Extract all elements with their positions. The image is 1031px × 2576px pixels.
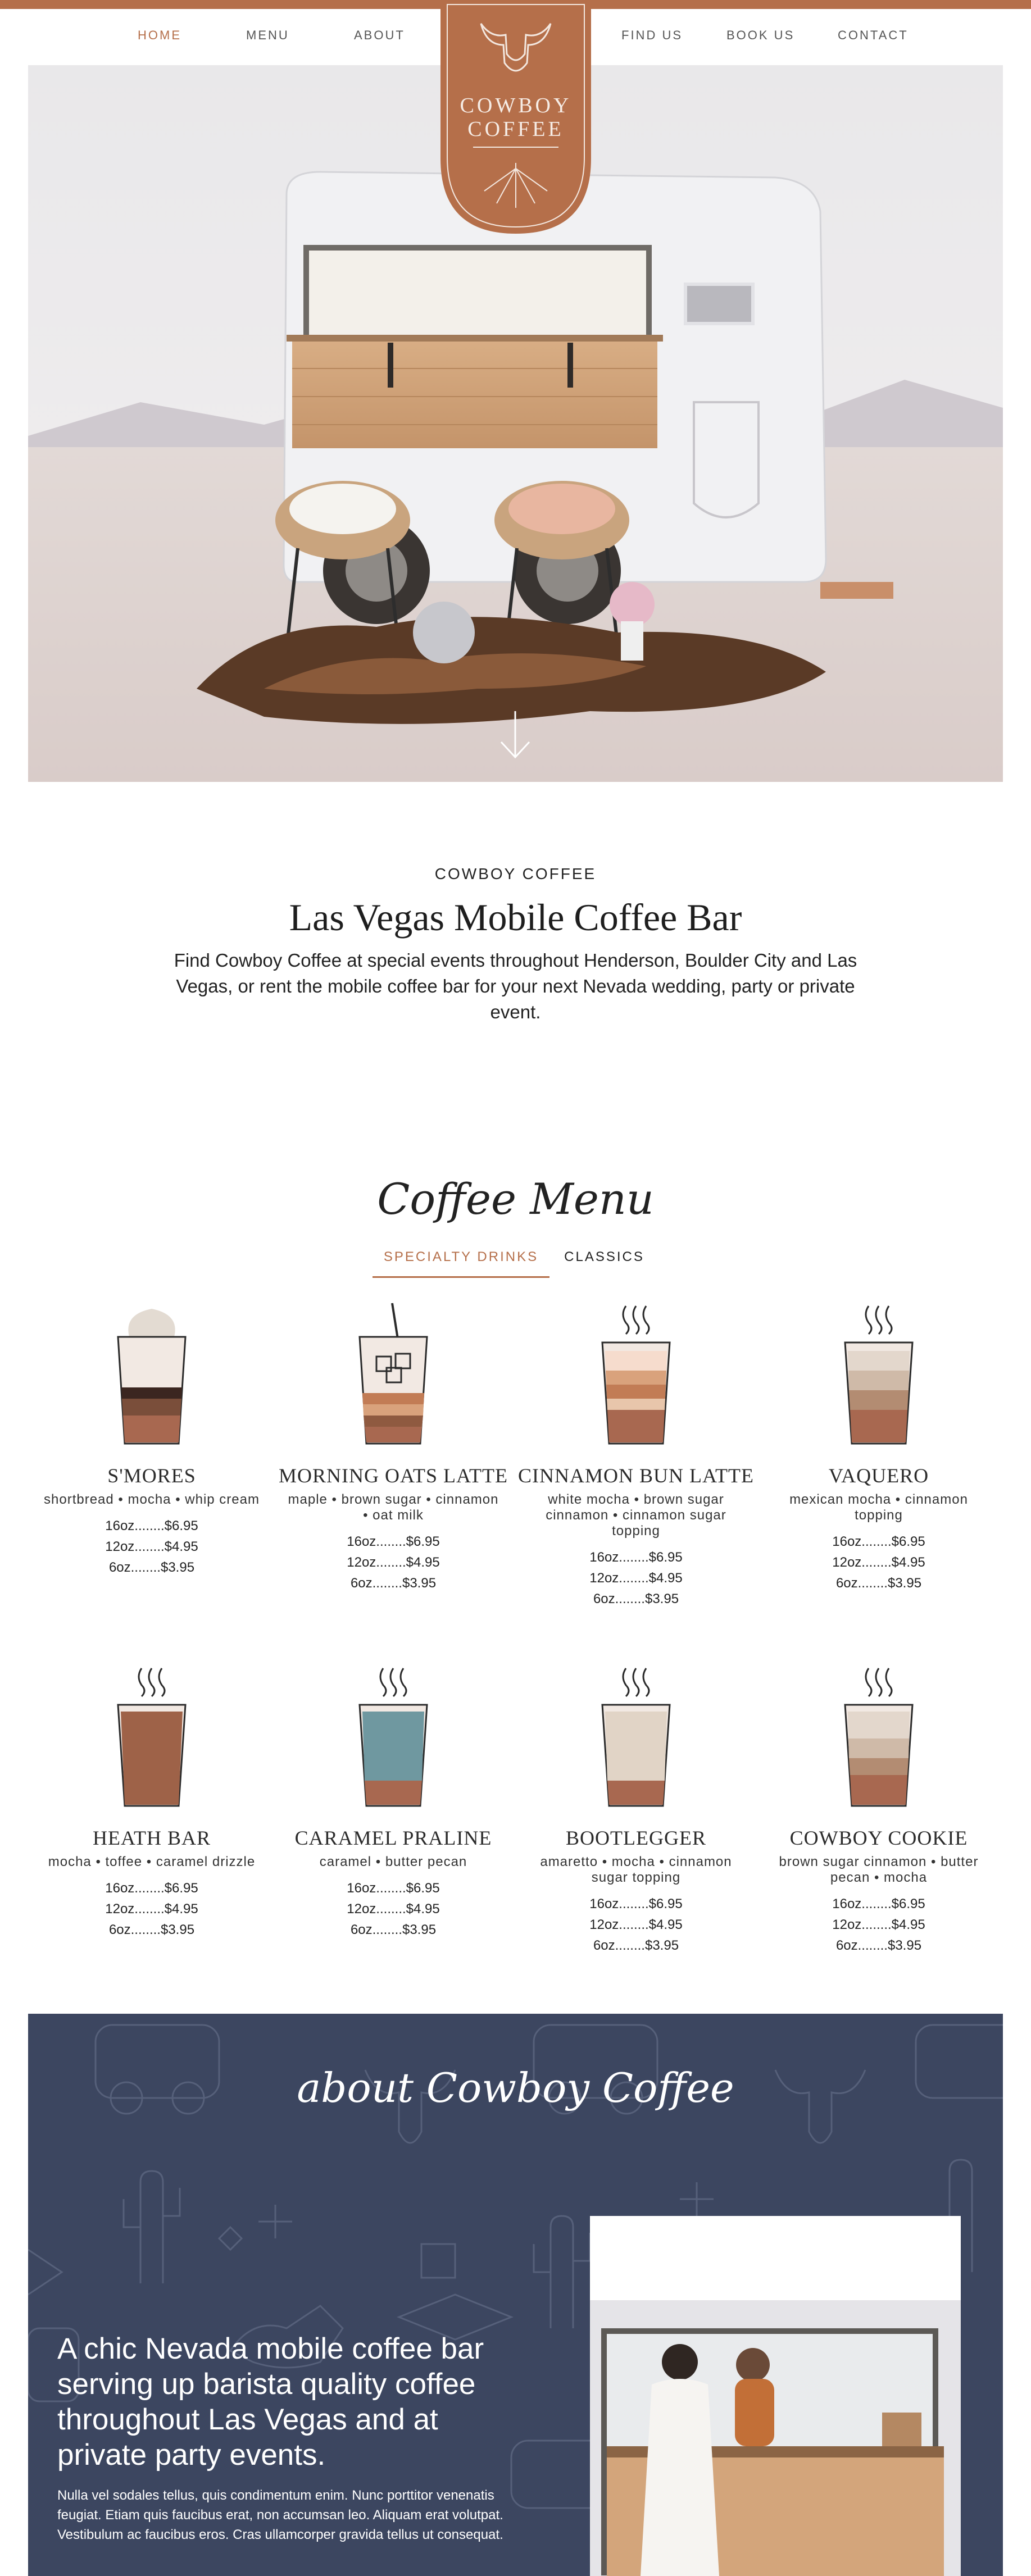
intro-section — [0, 865, 1031, 1025]
drink-prices — [34, 1515, 270, 1578]
barista-photo-illustration — [590, 2216, 961, 2576]
price-12oz: 12oz........$4.95 — [832, 1555, 925, 1570]
price-16oz: 16oz........$6.95 — [105, 1881, 198, 1896]
price-12oz: 12oz........$4.95 — [347, 1901, 440, 1917]
drink-name: COWBOY COOKIE — [789, 1827, 968, 1849]
drink-name: CARAMEL PRALINE — [294, 1827, 492, 1849]
price-12oz: 12oz........$4.95 — [105, 1901, 198, 1917]
drink-description: white mocha • brown sugar cinnamon • cinnamon sugar topping — [546, 1492, 726, 1539]
about-headline: A chic Nevada mobile coffee bar serving up barista quality coffee throughout Las Vegas and at private party events. — [57, 2332, 484, 2472]
steam-icon — [866, 1668, 892, 1696]
drink-card-bootlegger — [518, 1660, 754, 1956]
nav-home-link[interactable]: HOME — [138, 28, 181, 42]
drink-name: BOOTLEGGER — [566, 1827, 706, 1849]
drink-prices — [761, 1894, 997, 1956]
drink-description: brown sugar cinnamon • butter pecan • mocha — [779, 1854, 979, 1885]
price-6oz: 6oz........$3.95 — [108, 1922, 195, 1937]
steam-icon — [380, 1668, 406, 1696]
price-12oz: 12oz........$4.95 — [832, 1917, 925, 1932]
drink-name: S'MORES — [107, 1464, 196, 1487]
price-12oz: 12oz........$4.95 — [589, 1917, 683, 1932]
drink-card-heath-bar — [34, 1660, 270, 1940]
price-6oz: 6oz........$3.95 — [835, 1938, 922, 1953]
logo-line-2: COFFEE — [467, 117, 564, 141]
price-12oz: 12oz........$4.95 — [347, 1555, 440, 1570]
price-6oz: 6oz........$3.95 — [108, 1560, 195, 1575]
tab-classics[interactable]: CLASSICS — [564, 1249, 644, 1264]
drink-card-cinnamon-bun-latte — [518, 1298, 754, 1609]
nav-contact-link[interactable]: CONTACT — [838, 28, 909, 42]
intro-eyebrow: COWBOY COFFEE — [434, 865, 597, 882]
drink-prices — [518, 1894, 754, 1956]
about-title: about Cowboy Coffee — [297, 2064, 734, 2111]
price-6oz: 6oz........$3.95 — [593, 1591, 679, 1606]
drink-prices — [34, 1878, 270, 1940]
nav-about-link[interactable]: ABOUT — [354, 28, 405, 42]
drink-card-smores — [34, 1298, 270, 1578]
price-6oz: 6oz........$3.95 — [593, 1938, 679, 1953]
intro-title: Las Vegas Mobile Coffee Bar — [289, 896, 742, 939]
price-16oz: 16oz........$6.95 — [832, 1534, 925, 1549]
drink-description: mexican mocha • cinnamon topping — [789, 1492, 968, 1523]
drink-card-morning-oats-latte — [275, 1298, 511, 1594]
about-photo — [590, 2216, 961, 2576]
cowboy-cookie-cup-icon — [834, 1660, 924, 1812]
nav-find-us-link[interactable]: FIND US — [621, 28, 683, 42]
price-6oz: 6oz........$3.95 — [835, 1576, 922, 1591]
price-16oz: 16oz........$6.95 — [589, 1896, 683, 1911]
drink-description: caramel • butter pecan — [319, 1854, 467, 1869]
price-16oz: 16oz........$6.95 — [347, 1534, 440, 1549]
logo-line-1: COWBOY — [460, 94, 572, 117]
price-16oz: 16oz........$6.95 — [832, 1896, 925, 1911]
steam-icon — [139, 1668, 165, 1696]
bootlegger-cup-icon — [591, 1660, 681, 1812]
price-6oz: 6oz........$3.95 — [350, 1922, 437, 1937]
vaquero-cup-icon — [834, 1298, 924, 1449]
drink-description: maple • brown sugar • cinnamon • oat milk — [288, 1492, 499, 1523]
drink-name: CINNAMON BUN LATTE — [518, 1464, 754, 1487]
smores-cup-icon — [107, 1298, 197, 1449]
about-body: Nulla vel sodales tellus, quis condimentum enim. Nunc porttitor venenatis feugiat. Etiam quis faucibus erat, non accumsan leo. Aliquam erat volutpat. Vestibulum ac faucibus eros. Cras ullamcorper gravida tellus ut consequat. — [57, 2488, 503, 2542]
cowboy-coffee-logo[interactable] — [440, 0, 591, 234]
drink-prices — [275, 1878, 511, 1940]
drink-name: VAQUERO — [828, 1464, 929, 1487]
price-12oz: 12oz........$4.95 — [589, 1571, 683, 1586]
nav-menu-link[interactable]: MENU — [246, 28, 289, 42]
menu-tabs — [0, 1247, 1031, 1281]
drink-description: shortbread • mocha • whip cream — [44, 1492, 260, 1507]
drink-card-vaquero — [761, 1298, 997, 1594]
drink-description: mocha • toffee • caramel drizzle — [48, 1854, 256, 1869]
drink-card-caramel-praline — [275, 1660, 511, 1940]
intro-body: Find Cowboy Coffee at special events throughout Henderson, Boulder City and Las Vegas, or rent the mobile coffee bar for your next Nevada wedding, party or private event. — [174, 950, 857, 1022]
caramel-praline-cup-icon — [348, 1660, 438, 1812]
about-section — [28, 2014, 1003, 2576]
price-12oz: 12oz........$4.95 — [105, 1539, 198, 1554]
price-16oz: 16oz........$6.95 — [589, 1550, 683, 1565]
price-16oz: 16oz........$6.95 — [347, 1881, 440, 1896]
menu-title: Coffee Menu — [377, 1174, 654, 1224]
steam-icon — [866, 1306, 892, 1334]
drink-card-cowboy-cookie — [761, 1660, 997, 1956]
cinnamon-latte-cup-icon — [591, 1298, 681, 1449]
drink-prices — [761, 1531, 997, 1594]
drink-name: HEATH BAR — [92, 1827, 211, 1849]
price-16oz: 16oz........$6.95 — [105, 1518, 198, 1533]
price-6oz: 6oz........$3.95 — [350, 1576, 437, 1591]
heath-bar-cup-icon — [107, 1660, 197, 1812]
steam-icon — [623, 1668, 649, 1696]
drink-name: MORNING OATS LATTE — [279, 1464, 508, 1487]
drink-prices — [275, 1531, 511, 1594]
steam-icon — [623, 1306, 649, 1334]
drink-description: amaretto • mocha • cinnamon sugar topping — [540, 1854, 732, 1885]
nav-book-us-link[interactable]: BOOK US — [726, 28, 795, 42]
drink-prices — [518, 1547, 754, 1609]
iced-latte-cup-icon — [348, 1298, 438, 1449]
tab-specialty-drinks[interactable]: SPECIALTY DRINKS — [373, 1247, 549, 1278]
